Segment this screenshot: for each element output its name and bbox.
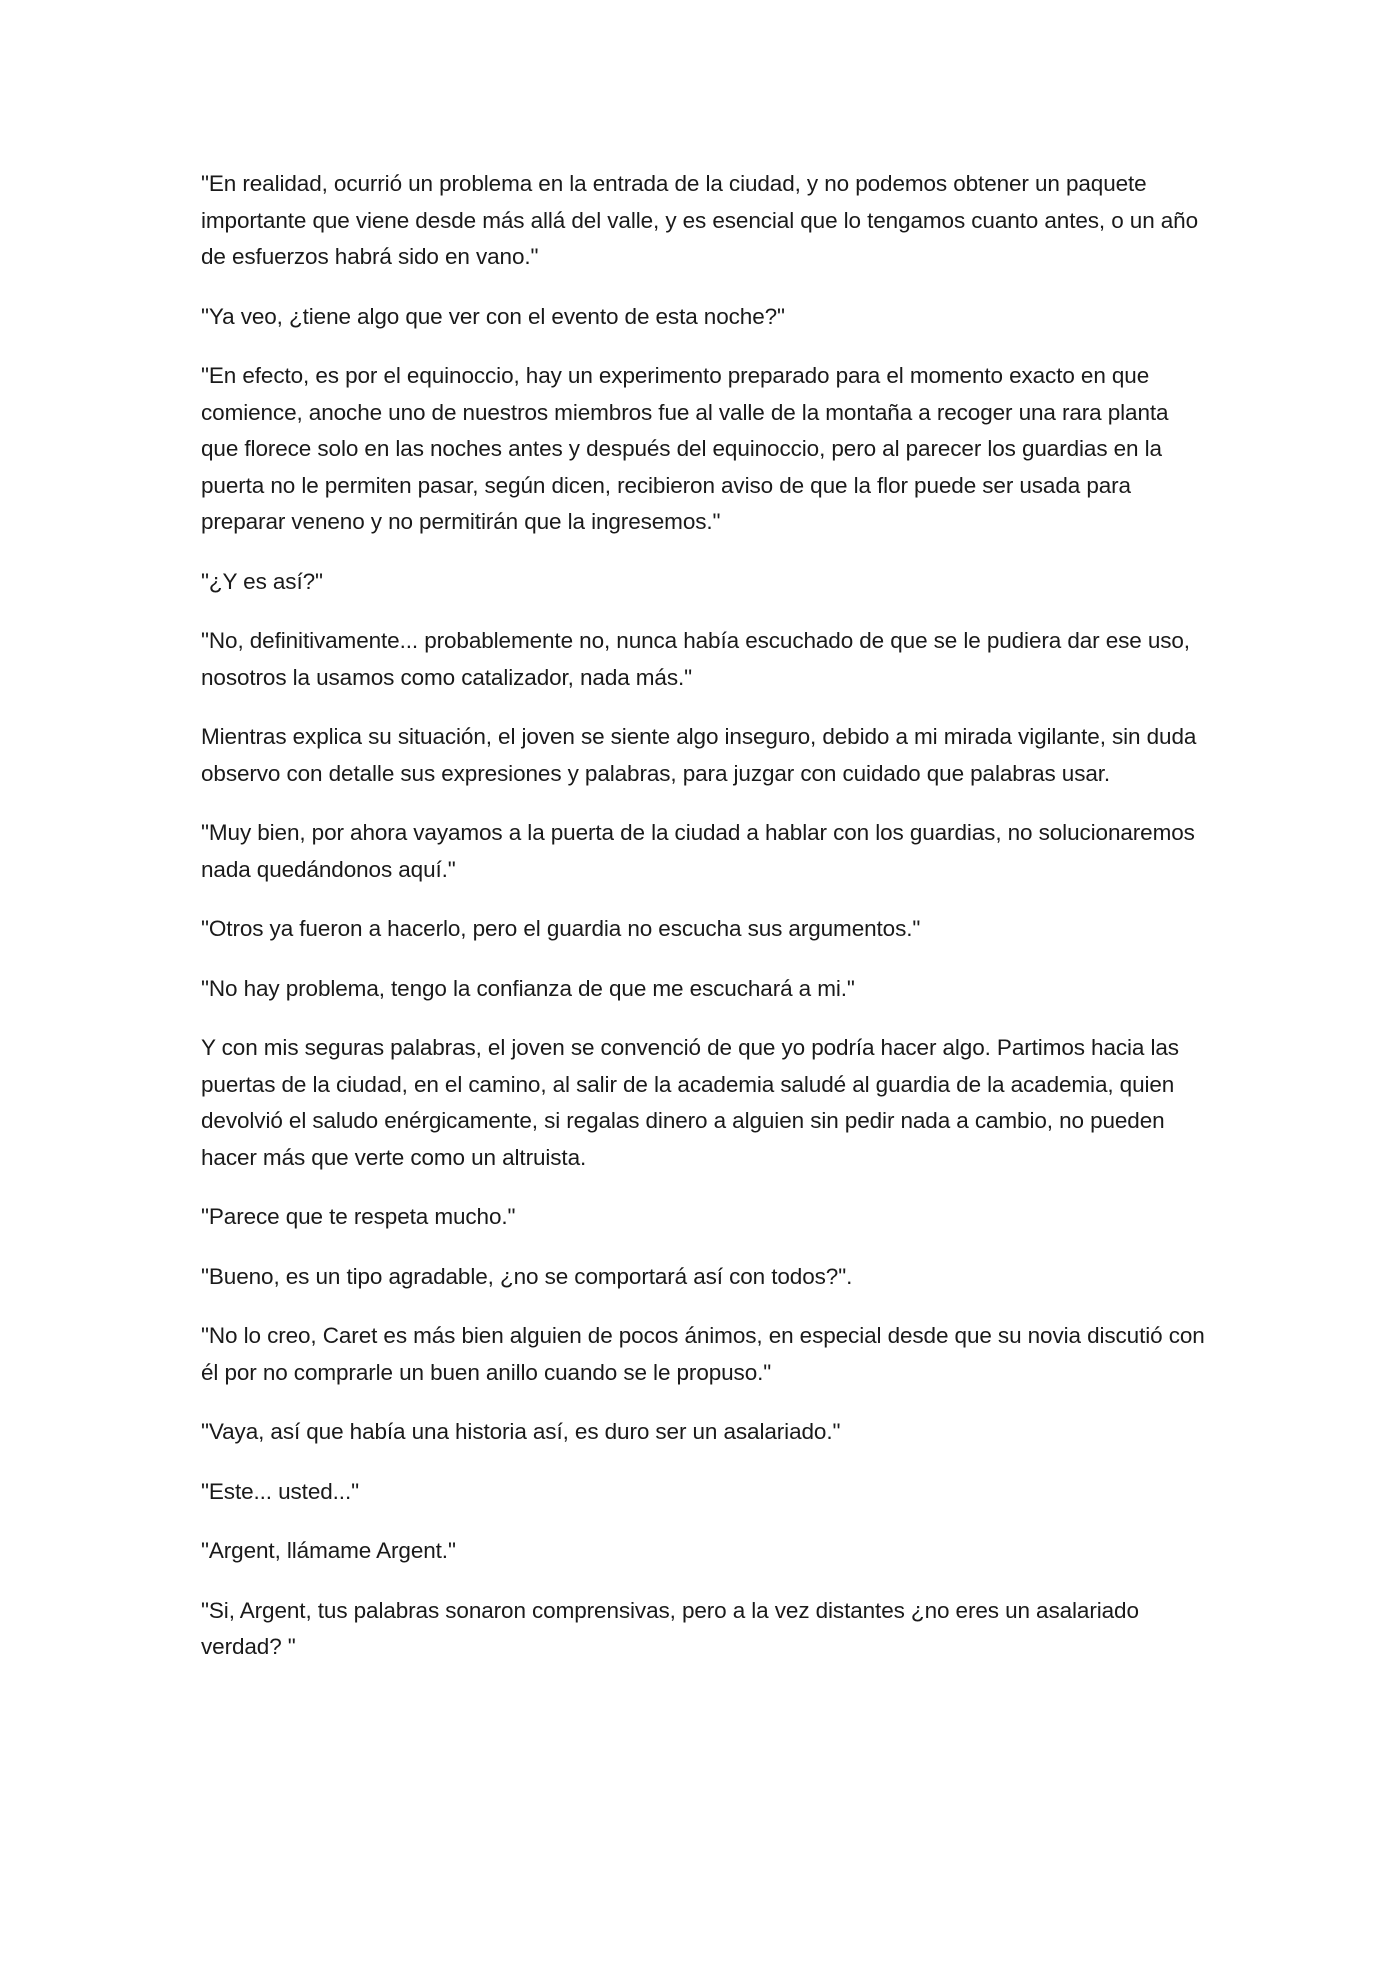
paragraph: "Este... usted...": [201, 1478, 359, 1504]
paragraph: "Muy bien, por ahora vayamos a la puerta de la ciudad a hablar con los guardias, no solucionaremos nada quedándonos aquí.": [201, 820, 1195, 882]
paragraph: "¿Y es así?": [201, 568, 323, 594]
paragraph: "En efecto, es por el equinoccio, hay un experimento preparado para el momento exacto en que comience, anoche uno de nuestros miembros fue al valle de la montaña a recoger una rara planta que florece solo en las noches antes y después del equinoccio, pero al parecer los guardias en la puerta no le permiten pasar, según dicen, recibieron aviso de que la flor puede ser usada para preparar veneno y no permitirán que la ingresemos.": [201, 363, 1169, 534]
paragraph: "Si, Argent, tus palabras sonaron comprensivas, pero a la vez distantes ¿no eres un asalariado verdad? ": [201, 1597, 1139, 1659]
paragraph: "Ya veo, ¿tiene algo que ver con el evento de esta noche?": [201, 303, 785, 329]
paragraph: "Argent, llámame Argent.": [201, 1538, 456, 1563]
paragraph: Mientras explica su situación, el joven se siente algo inseguro, debido a mi mirada vigilante, sin duda observo con detalle sus expresiones y palabras, para juzgar con cuidado que palabras usar.: [201, 724, 1197, 786]
paragraph: "Otros ya fueron a hacerlo, pero el guardia no escucha sus argumentos.": [201, 916, 921, 941]
paragraph: "Vaya, así que había una historia así, es duro ser un asalariado.": [201, 1419, 841, 1444]
document-body: [201, 166, 1206, 1689]
paragraph: "No hay problema, tengo la confianza de que me escuchará a mi.": [201, 975, 855, 1001]
paragraph: "Bueno, es un tipo agradable, ¿no se comportará así con todos?".: [201, 1263, 853, 1289]
paragraph: "Parece que te respeta mucho.": [201, 1204, 516, 1229]
paragraph: Y con mis seguras palabras, el joven se convenció de que yo podría hacer algo. Partimos hacia las puertas de la ciudad, en el camino, al salir de la academia saludé al guardia de la academia, quien devolvió el saludo enérgicamente, si regalas dinero a alguien sin pedir nada a cambio, no pueden hacer más que verte como un altruista.: [201, 1035, 1179, 1170]
paragraph: "En realidad, ocurrió un problema en la entrada de la ciudad, y no podemos obtener un paquete importante que viene desde más allá del valle, y es esencial que lo tengamos cuanto antes, o un año de esfuerzos habrá sido en vano.": [201, 171, 1198, 269]
paragraph: "No, definitivamente... probablemente no, nunca había escuchado de que se le pudiera dar ese uso, nosotros la usamos como catalizador, nada más.": [201, 628, 1190, 690]
paragraph: "No lo creo, Caret es más bien alguien de pocos ánimos, en especial desde que su novia discutió con él por no comprarle un buen anillo cuando se le propuso.": [201, 1323, 1205, 1385]
